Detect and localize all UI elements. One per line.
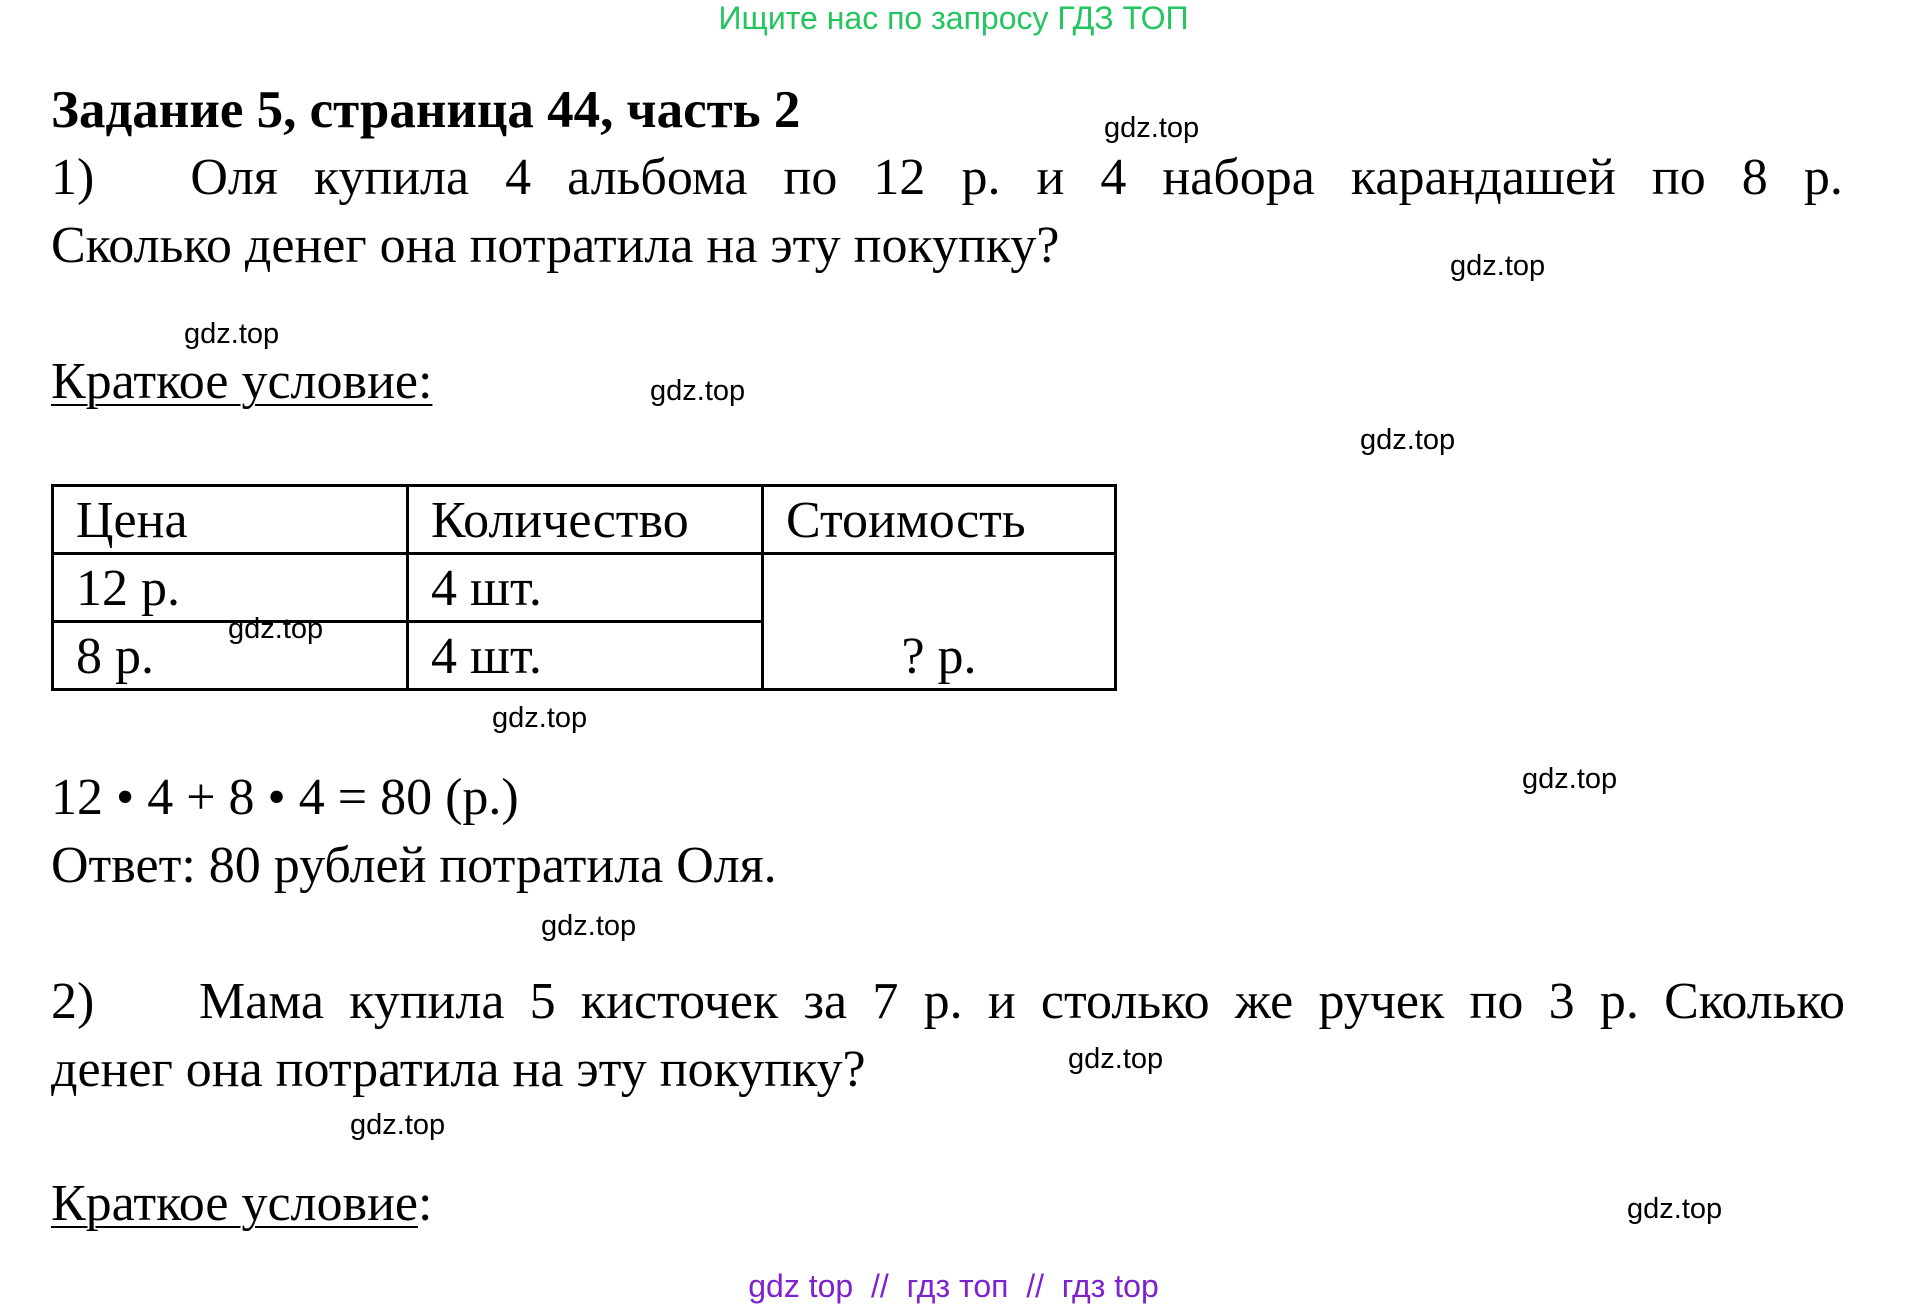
solution-expression: 12 • 4 + 8 • 4 = 80 (р.) (51, 769, 519, 826)
task1-word: 12 (873, 149, 926, 206)
task1-line1 (51, 148, 1843, 207)
watermark: gdz.top (184, 318, 280, 350)
table-header-row (53, 486, 1116, 554)
price-cell: 12 р. (53, 554, 408, 622)
page-title: Задание 5, страница 44, часть 2 (51, 81, 801, 139)
task2-colon: : (417, 1175, 433, 1232)
watermark: gdz.top (650, 375, 746, 407)
task1-word: набора (1162, 149, 1315, 206)
watermark: gdz.top (1522, 763, 1618, 795)
watermark: gdz.top (1360, 424, 1456, 456)
task1-word: по (1651, 149, 1706, 206)
search-banner: Ищите нас по запросу ГДЗ ТОП (718, 0, 1189, 36)
price-cell: 8 р. (53, 622, 408, 690)
table-row (53, 554, 1116, 622)
quantity-cell: 4 шт. (408, 554, 763, 622)
task1-word: 4 (505, 149, 532, 206)
task1-word: карандашей (1350, 149, 1616, 206)
quantity-cell: 4 шт. (408, 622, 763, 690)
watermark: gdz.top (228, 613, 324, 645)
watermark: gdz.top (1104, 112, 1200, 144)
task2-line2: денег она потратила на эту покупку? (51, 1041, 866, 1098)
footer-watermark: gdz top // гдз топ // гдз top (748, 1268, 1159, 1304)
header-price: Цена (53, 486, 408, 554)
task1-word: и (1036, 149, 1065, 206)
task1-word: 8 (1741, 149, 1768, 206)
watermark: gdz.top (492, 702, 588, 734)
task1-word: р. (1803, 149, 1843, 206)
watermark: gdz.top (1627, 1193, 1723, 1225)
watermark: gdz.top (350, 1109, 446, 1141)
task2-short-condition-wrap (51, 1174, 432, 1233)
header-cost: Стоимость (763, 486, 1116, 554)
task1-line2: Сколько денег она потратила на эту покупку? (51, 217, 1060, 274)
task2-short-condition: Краткое условие (51, 1175, 418, 1232)
task2-line1: Мама купила 5 кисточек за 7 р. и столько же ручек по 3 р. Сколько (199, 973, 1845, 1030)
task1-word: по (783, 149, 838, 206)
task1-word: Оля (190, 149, 278, 206)
task1-short-condition: Краткое условие: (51, 353, 433, 410)
task1-word: р. (961, 149, 1001, 206)
task1-number: 1) (51, 149, 95, 206)
task1-word: купила (313, 149, 470, 206)
answer-text: Ответ: 80 рублей потратила Оля. (51, 837, 777, 894)
task1-word: 4 (1100, 149, 1127, 206)
watermark: gdz.top (541, 910, 637, 942)
watermark: gdz.top (1068, 1043, 1164, 1075)
watermark: gdz.top (1450, 250, 1546, 282)
condition-table (51, 484, 1117, 691)
task2-number: 2) (51, 973, 95, 1030)
task1-word: альбома (567, 149, 748, 206)
header-quantity: Количество (408, 486, 763, 554)
cost-cell: ? р. (763, 554, 1116, 690)
